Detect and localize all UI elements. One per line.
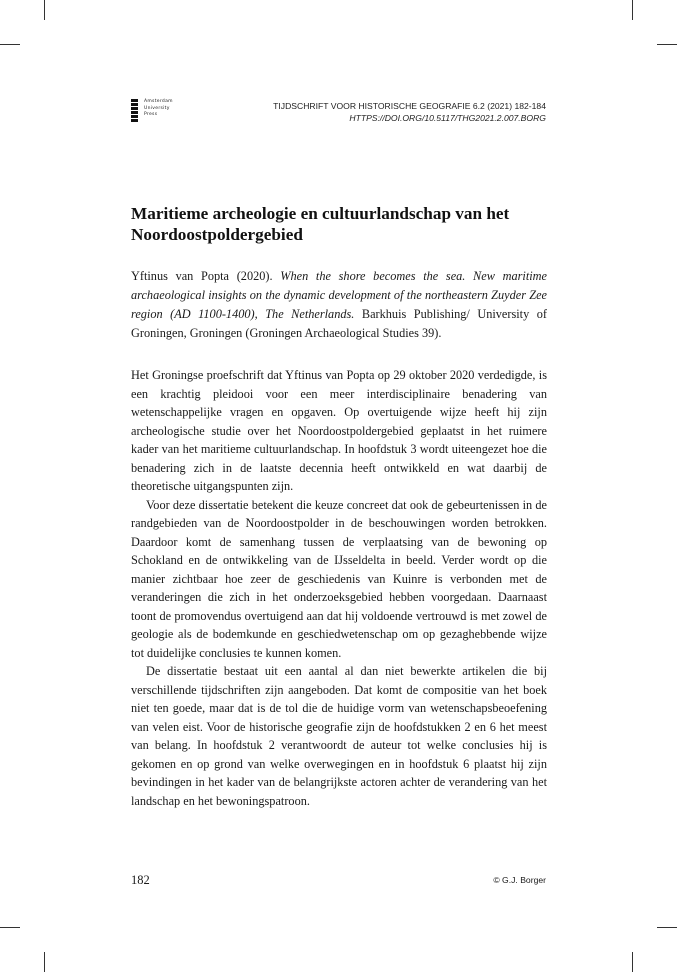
journal-header — [273, 100, 546, 124]
reference-author-year: Yftinus van Popta (2020). — [131, 269, 281, 283]
crop-mark — [0, 44, 20, 45]
crop-mark — [632, 952, 633, 972]
crop-mark — [44, 952, 45, 972]
book-reference — [131, 267, 547, 343]
body-paragraph: Voor deze dissertatie betekent die keuze concreet dat ook de gebeurtenissen in de randgebieden van de Noordoostpolder in de beschouwingen worden betrokken. Daardoor komt de samenhang tussen de verplaatsing van de bewoning op Schokland en de ontwikkeling van de IJsseldelta in beeld. Verder wordt op die manier zichtbaar hoe zeer de geschiedenis van Kuinre is verbonden met de veranderingen die zich in het onderzoeksgebied hebben voorgedaan. Daarnaast toont de promovendus overtuigend aan dat hij voldoende vertrouwd is met zowel de geologie als de bodemkunde en geschiedwetenschap om op gezaghebbende wijze tot duidelijke conclusies te kunnen komen. — [131, 497, 547, 660]
publisher-name: Amsterdam University Press — [144, 99, 173, 117]
review-author: © G.J. Borger — [493, 875, 546, 885]
crop-mark — [657, 927, 677, 928]
publisher-logo-icon — [131, 99, 138, 122]
crop-mark — [44, 0, 45, 20]
crop-mark — [0, 927, 20, 928]
reference-publication: Barkhuis Publishing/ University of Groningen, Groningen (Groningen Archaeological Studies 39). — [131, 307, 547, 340]
journal-title: TIJDSCHRIFT VOOR HISTORISCHE GEOGRAFIE 6.2 (2021) 182-184 — [273, 101, 546, 111]
reference-book-title: When the shore becomes the sea. New maritime archaeological insights on the dynamic development of the northeastern Zuyder Zee region (AD 1100-1400), The Netherlands. — [131, 269, 548, 321]
publisher-logo — [131, 99, 173, 122]
page-number: 182 — [131, 873, 150, 887]
crop-mark — [632, 0, 633, 20]
article-body — [131, 366, 547, 810]
doi-link[interactable]: HTTPS://DOI.ORG/10.5117/THG2021.2.007.BORG — [349, 113, 546, 123]
article-title: Maritieme archeologie en cultuurlandschap van het Noordoostpoldergebied — [131, 204, 510, 244]
crop-mark — [657, 44, 677, 45]
body-paragraph: De dissertatie bestaat uit een aantal al dan niet bewerkte artikelen die bij verschillende tijdschriften zijn aangeboden. Dat komt de compositie van het boek niet ten goede, maar dat is de tol die de huidige vorm van wetenschapsbeoefening van velen eist. Voor de historische geografie zijn de hoofdstukken 2 en 6 het meest van belang. In hoofdstuk 2 verantwoordt de auteur tot welke conclusies hij is gekomen en op grond van welke overwegingen en in hoofdstuk 6 plaatst hij zijn bevindingen in het kader van de belangrijkste actoren achter de verandering van het landschap en het bewoningspatroon. — [131, 664, 547, 808]
body-paragraph: Het Groningse proefschrift dat Yftinus van Popta op 29 oktober 2020 verdedigde, is een krachtig pleidooi voor een meer interdisciplinaire benadering van wetenschappelijke vragen en opgaven. Op overtuigende wijze heeft hij zijn archeologische studie over het Noordoostpoldergebied geplaatst in het ruimere kader van het maritieme cultuurlandschap. In hoofdstuk 3 wordt uiteengezet hoe die benadering zich in de laatste decennia heeft ontwikkeld en wat daarbij de theoretische uitgangspunten zijn. — [131, 368, 547, 493]
